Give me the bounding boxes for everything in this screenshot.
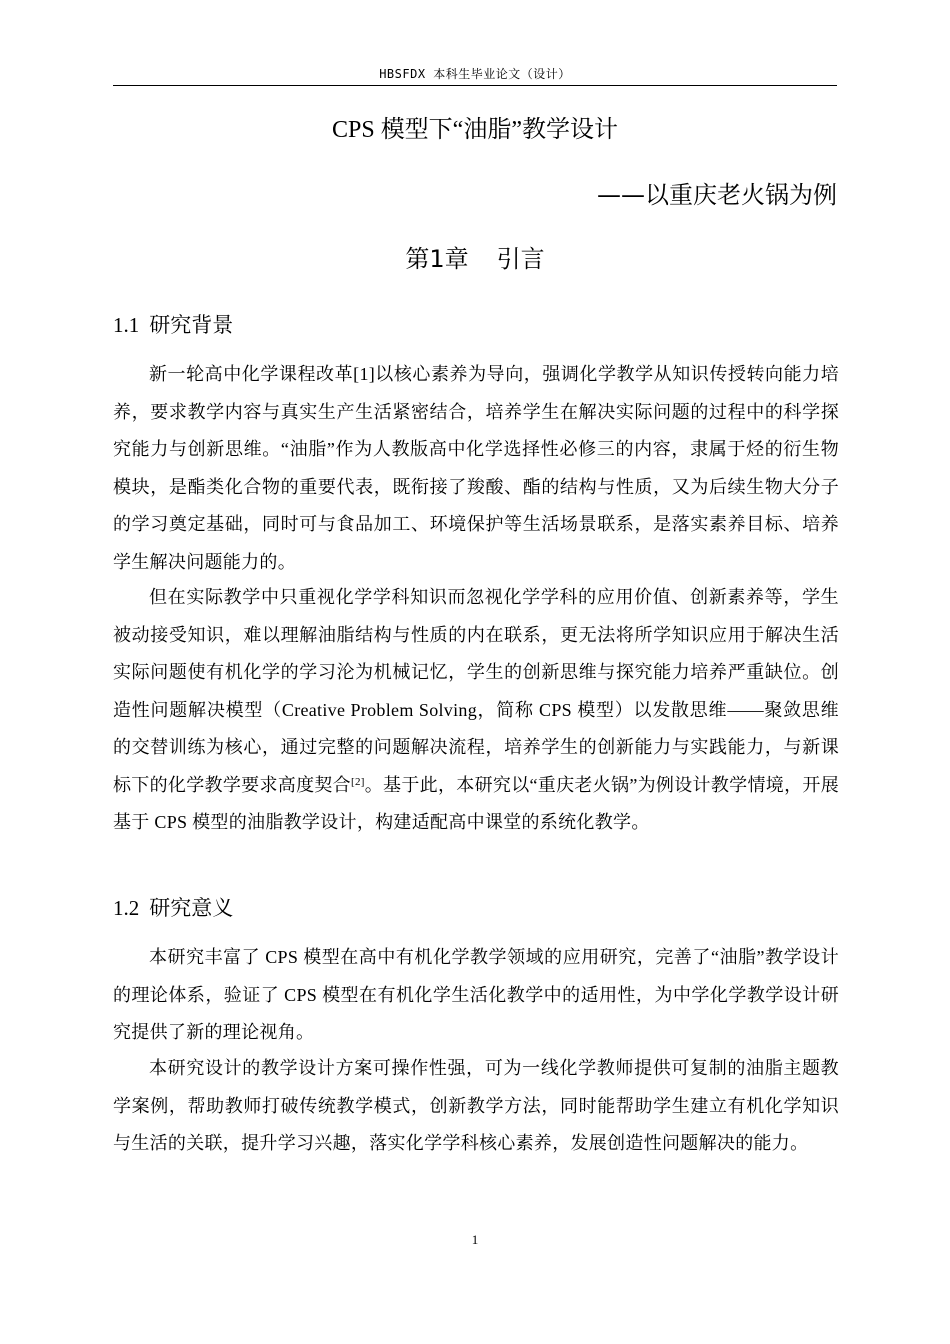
- running-header: HBSFDX 本科生毕业论文（设计）: [379, 67, 571, 81]
- citation-reference: [2]: [351, 775, 365, 788]
- section-heading-1-2: [113, 893, 233, 923]
- section-number: 1.1: [113, 313, 140, 337]
- paragraph-significance-1: 本研究丰富了 CPS 模型在高中有机化学教学领域的应用研究，完善了“油脂”教学设计的理论体系，验证了 CPS 模型在有机化学生活化教学中的适用性，为中学化学教学设计研究提供了新的理论视角。: [113, 947, 839, 1042]
- paragraph-background-2: [113, 579, 839, 842]
- header-divider: [113, 85, 837, 86]
- thesis-title: CPS 模型下“油脂”教学设计: [331, 117, 618, 143]
- page-number: 1: [471, 1232, 479, 1247]
- chapter-number: 第1章: [405, 245, 469, 273]
- chapter-name: 引言: [496, 245, 545, 273]
- paragraph-text: 但在实际教学中只重视化学学科知识而忽视化学学科的应用价值、创新素养等，学生被动接受知识，难以理解油脂结构与性质的内在联系，更无法将所学知识应用于解决生活实际问题使有机化学的学习沦为机械记忆，学生的创新思维与探究能力培养严重缺位。创造性问题解决模型（Creative Problem Solving，简称 CPS 模型）以发散思维——聚敛思维的交替训练为核心，通过完整的问题解决流程，培养学生的创新能力与实践能力，与新课标下的化学教学要求高度契合: [113, 587, 839, 795]
- paragraph-text: 。基于此，本研究以“重庆老火锅”为例设计教学情境，开展基于 CPS 模型的油脂教学设计，构建适配高中课堂的系统化教学。: [113, 774, 839, 832]
- section-title: 研究背景: [149, 313, 234, 337]
- section-title: 研究意义: [149, 896, 234, 920]
- section-heading-1-1: [113, 310, 233, 340]
- section-number: 1.2: [113, 896, 140, 920]
- thesis-subtitle: ——以重庆老火锅为例: [597, 181, 837, 209]
- paragraph-background-1: 新一轮高中化学课程改革[1]以核心素养为导向，强调化学教学从知识传授转向能力培养，要求教学内容与真实生产生活紧密结合，培养学生在解决实际问题的过程中的科学探究能力与创新思维。“油脂”作为人教版高中化学选择性必修三的内容，隶属于烃的衍生物模块，是酯类化合物的重要代表，既衔接了羧酸、酯的结构与性质，又为后续生物大分子的学习奠定基础，同时可与食品加工、环境保护等生活场景联系，是落实素养目标、培养学生解决问题能力的。: [113, 364, 839, 572]
- paragraph-significance-2: 本研究设计的教学设计方案可操作性强，可为一线化学教师提供可复制的油脂主题教学案例，帮助教师打破传统教学模式，创新教学方法，同时能帮助学生建立有机化学知识与生活的关联，提升学习兴趣，落实化学学科核心素养，发展创造性问题解决的能力。: [113, 1058, 839, 1153]
- chapter-heading: [113, 242, 837, 276]
